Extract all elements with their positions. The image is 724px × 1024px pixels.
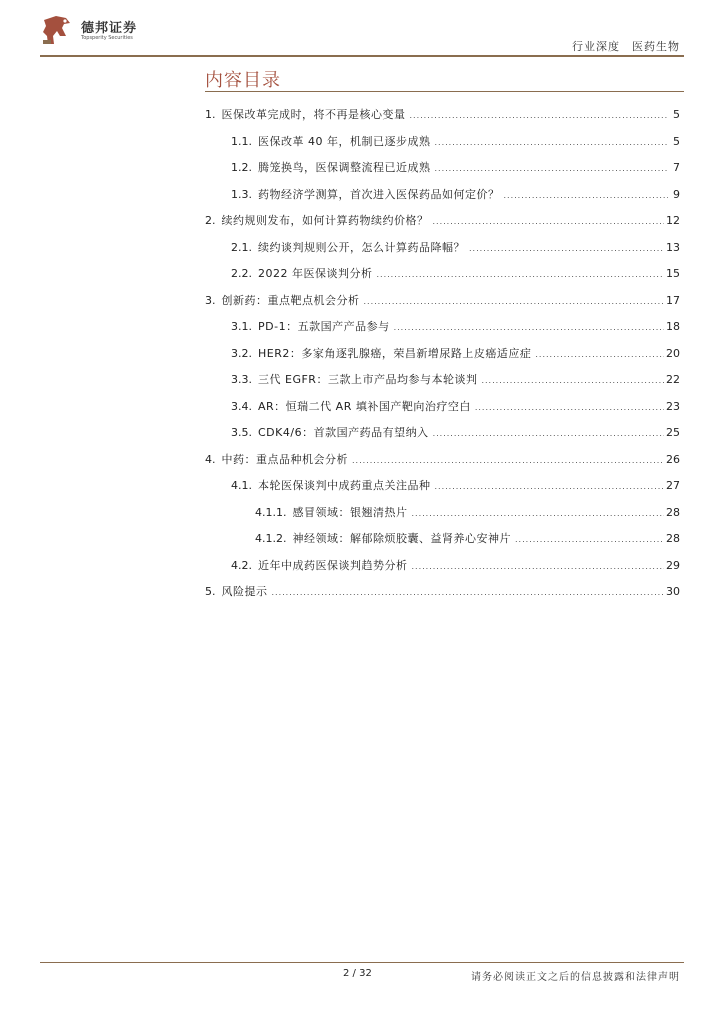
toc-entry-number: 4.1.1. — [255, 505, 287, 519]
toc-dot-leader — [435, 482, 665, 491]
toc-entry-number: 2.1. — [231, 240, 252, 254]
toc-entry-title: 续约谈判规则公开，怎么计算药品降幅？ — [258, 240, 465, 254]
toc-entry-title: 腾笼换鸟，医保调整流程已近成熟 — [258, 161, 431, 174]
toc-entry[interactable] — [205, 451, 680, 478]
footer-divider — [40, 962, 684, 963]
toc-dot-leader — [469, 244, 664, 253]
toc-entry-number: 3.5. — [231, 426, 252, 439]
toc-entry-page: 22 — [666, 373, 680, 386]
toc-entry-title: AR：恒瑞二代 AR 填补国产靶向治疗空白 — [258, 399, 471, 413]
toc-entry-number: 1.1. — [231, 134, 252, 148]
toc-dot-leader — [364, 297, 665, 306]
toc-entry-page: 15 — [666, 267, 680, 280]
toc-entry-title: 神经领域：解郁除烦胶囊、益肾养心安神片 — [292, 532, 511, 545]
report-industry: 医药生物 — [632, 40, 680, 53]
toc-entry[interactable] — [205, 530, 680, 557]
toc-dot-leader — [435, 164, 669, 173]
brand-name-cn: 德邦证券 — [81, 21, 138, 36]
toc-entry[interactable] — [205, 371, 680, 398]
brand-name-en: Topsperity Securities — [81, 35, 133, 41]
toc-entry-title: 感冒领域：银翘清热片 — [292, 505, 408, 519]
toc-entry-page: 9 — [673, 187, 680, 201]
toc-entry-number: 4. — [205, 452, 216, 466]
toc-entry-number: 3.4. — [231, 399, 252, 413]
toc-dot-leader — [504, 191, 669, 200]
toc-entry-page: 20 — [666, 346, 680, 360]
toc-entry-title: 医保改革 40 年，机制已逐步成熟 — [258, 134, 431, 148]
toc-entry-page: 18 — [666, 320, 680, 333]
toc-dot-leader — [435, 138, 669, 147]
toc-entry-title: 2022 年医保谈判分析 — [258, 267, 373, 280]
toc-title-divider — [205, 91, 684, 92]
toc-entry-number: 2.2. — [231, 267, 252, 280]
legal-disclaimer: 请务必阅读正文之后的信息披露和法律声明 — [471, 972, 680, 983]
toc-entry-number: 1. — [205, 108, 216, 121]
toc-entry-number: 4.1.2. — [255, 532, 287, 545]
toc-entry-number: 3. — [205, 293, 216, 307]
toc-entry-title: 续约规则发布，如何计算药物续约价格？ — [221, 214, 429, 227]
toc-entry[interactable] — [205, 159, 680, 186]
page-indicator: 2 / 32 — [343, 968, 372, 979]
toc-entry[interactable] — [205, 133, 680, 160]
crouching-figure-logo-icon — [40, 14, 73, 46]
toc-entry[interactable] — [205, 477, 680, 504]
toc-entry-number: 3.1. — [231, 320, 252, 333]
toc-dot-leader — [535, 350, 664, 359]
toc-dot-leader — [515, 535, 664, 544]
toc-entry[interactable] — [205, 424, 680, 451]
toc-entry-title: 本轮医保谈判中成药重点关注品种 — [258, 479, 431, 492]
table-of-contents — [205, 106, 680, 610]
toc-entry[interactable] — [205, 239, 680, 266]
brand-logo — [40, 14, 140, 48]
toc-dot-leader — [377, 270, 665, 279]
toc-dot-leader — [412, 562, 665, 571]
toc-entry-number: 2. — [205, 214, 216, 227]
toc-entry[interactable] — [205, 265, 680, 292]
toc-entry-title: 风险提示 — [221, 585, 268, 598]
toc-entry-page: 13 — [666, 240, 680, 254]
toc-dot-leader — [433, 429, 664, 438]
toc-entry-number: 4.2. — [231, 558, 252, 572]
toc-entry[interactable] — [205, 106, 680, 133]
toc-dot-leader — [394, 323, 664, 332]
toc-dot-leader — [272, 588, 665, 597]
toc-entry-page: 25 — [666, 426, 680, 439]
toc-entry-page: 5 — [673, 108, 680, 121]
header-divider — [40, 55, 684, 57]
toc-entry-page: 23 — [666, 399, 680, 413]
toc-entry-title: 中药：重点品种机会分析 — [221, 452, 348, 466]
toc-dot-leader — [412, 509, 665, 518]
toc-entry-page: 17 — [666, 293, 680, 307]
toc-entry-title: CDK4/6：首款国产药品有望纳入 — [258, 426, 429, 439]
toc-entry[interactable] — [205, 398, 680, 425]
toc-title: 内容目录 — [205, 70, 281, 91]
toc-entry-title: 药物经济学测算，首次进入医保药品如何定价？ — [258, 187, 500, 201]
toc-entry-number: 3.2. — [231, 346, 252, 360]
toc-entry-title: 医保改革完成时，将不再是核心变量 — [221, 108, 406, 121]
toc-entry[interactable] — [205, 212, 680, 239]
toc-entry-page: 27 — [666, 479, 680, 492]
toc-entry[interactable] — [205, 504, 680, 531]
toc-entry-page: 28 — [666, 505, 680, 519]
toc-entry-page: 5 — [673, 134, 680, 148]
toc-entry-title: 近年中成药医保谈判趋势分析 — [258, 558, 408, 572]
toc-dot-leader — [410, 111, 669, 120]
report-type: 行业深度 — [572, 40, 620, 53]
toc-entry-title: 三代 EGFR：三款上市产品均参与本轮谈判 — [258, 373, 478, 386]
toc-entry-title: PD-1：五款国产产品参与 — [258, 320, 390, 333]
toc-dot-leader — [352, 456, 664, 465]
toc-entry-page: 26 — [666, 452, 680, 466]
toc-entry-number: 3.3. — [231, 373, 252, 386]
toc-entry[interactable] — [205, 557, 680, 584]
toc-entry-page: 30 — [666, 585, 680, 598]
toc-dot-leader — [481, 376, 664, 385]
toc-entry[interactable] — [205, 583, 680, 610]
toc-dot-leader — [433, 217, 665, 226]
report-category — [560, 38, 680, 54]
toc-entry[interactable] — [205, 345, 680, 372]
toc-entry-number: 4.1. — [231, 479, 252, 492]
toc-entry-page: 28 — [666, 532, 680, 545]
toc-entry-title: 创新药：重点靶点机会分析 — [221, 293, 360, 307]
toc-dot-leader — [475, 403, 664, 412]
toc-entry-page: 12 — [666, 214, 680, 227]
toc-entry[interactable] — [205, 292, 680, 319]
toc-entry-number: 1.2. — [231, 161, 252, 174]
toc-entry[interactable] — [205, 186, 680, 213]
toc-entry-page: 29 — [666, 558, 680, 572]
toc-entry-title: HER2：多家角逐乳腺癌，荣昌新增尿路上皮癌适应症 — [258, 346, 532, 360]
toc-entry-page: 7 — [673, 161, 680, 174]
toc-entry[interactable] — [205, 318, 680, 345]
toc-entry-number: 5. — [205, 585, 216, 598]
toc-entry-number: 1.3. — [231, 187, 252, 201]
